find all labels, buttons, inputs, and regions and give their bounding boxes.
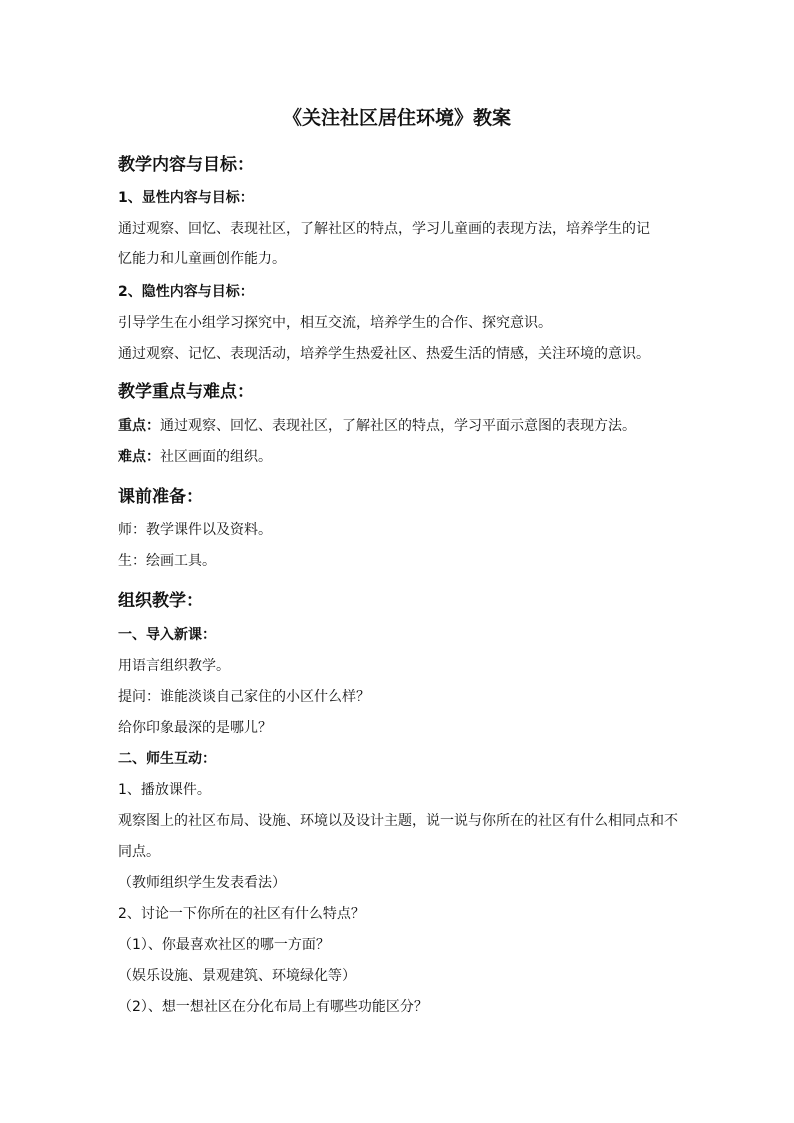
paragraph: 忆能力和儿童画创作能力。 bbox=[118, 251, 286, 267]
paragraph: 通过观察、回忆、表现社区，了解社区的特点，学习儿童画的表现方法，培养学生的记 bbox=[118, 221, 650, 237]
difficulty-line bbox=[118, 446, 272, 466]
paragraph: （娱乐设施、景观建筑、环境绿化等） bbox=[118, 968, 356, 984]
difficulty-text: 社区画面的组织。 bbox=[160, 449, 272, 465]
section-heading-organize: 组织教学： bbox=[118, 591, 203, 611]
subheading-implicit-goals: 2、隐性内容与目标： bbox=[118, 284, 254, 300]
paragraph: 同点。 bbox=[118, 844, 160, 860]
paragraph: 生：绘画工具。 bbox=[118, 553, 216, 569]
paragraph: （2）、想一想社区在分化布局上有哪些功能区分？ bbox=[118, 999, 428, 1015]
section-heading-content-goals: 教学内容与目标： bbox=[118, 155, 254, 175]
paragraph: （1）、你最喜欢社区的哪一方面？ bbox=[118, 937, 330, 953]
difficulty-label: 难点： bbox=[118, 449, 160, 465]
subheading-interaction: 二、师生互动： bbox=[118, 751, 216, 767]
paragraph: 引导学生在小组学习探究中，相互交流，培养学生的合作、探究意识。 bbox=[118, 315, 552, 331]
key-point-label: 重点： bbox=[118, 418, 160, 434]
document-title: 《关注社区居住环境》教案 bbox=[282, 107, 511, 129]
paragraph: 师：教学课件以及资料。 bbox=[118, 522, 272, 538]
paragraph: 提问：谁能淡谈自己家住的小区什么样？ bbox=[118, 689, 370, 705]
section-heading-key-points: 教学重点与难点： bbox=[118, 382, 254, 402]
paragraph: 观察图上的社区布局、设施、环境以及设计主题，说一说与你所在的社区有什么相同点和不 bbox=[118, 813, 678, 829]
key-point-line bbox=[118, 415, 636, 435]
key-point-text: 通过观察、回忆、表现社区，了解社区的特点，学习平面示意图的表现方法。 bbox=[160, 418, 636, 434]
section-heading-preparation: 课前准备： bbox=[118, 487, 203, 507]
paragraph: 1、播放课件。 bbox=[118, 782, 211, 798]
subheading-explicit-goals: 1、显性内容与目标： bbox=[118, 190, 254, 206]
paragraph: （教师组织学生发表看法） bbox=[118, 875, 286, 891]
paragraph: 用语言组织教学。 bbox=[118, 658, 230, 674]
paragraph: 2、讨论一下你所在的社区有什么特点？ bbox=[118, 906, 365, 922]
paragraph: 给你印象最深的是哪儿？ bbox=[118, 720, 272, 736]
subheading-intro: 一、导入新课： bbox=[118, 627, 216, 643]
paragraph: 通过观察、记忆、表现活动，培养学生热爱社区、热爱生活的情感，关注环境的意识。 bbox=[118, 346, 650, 362]
